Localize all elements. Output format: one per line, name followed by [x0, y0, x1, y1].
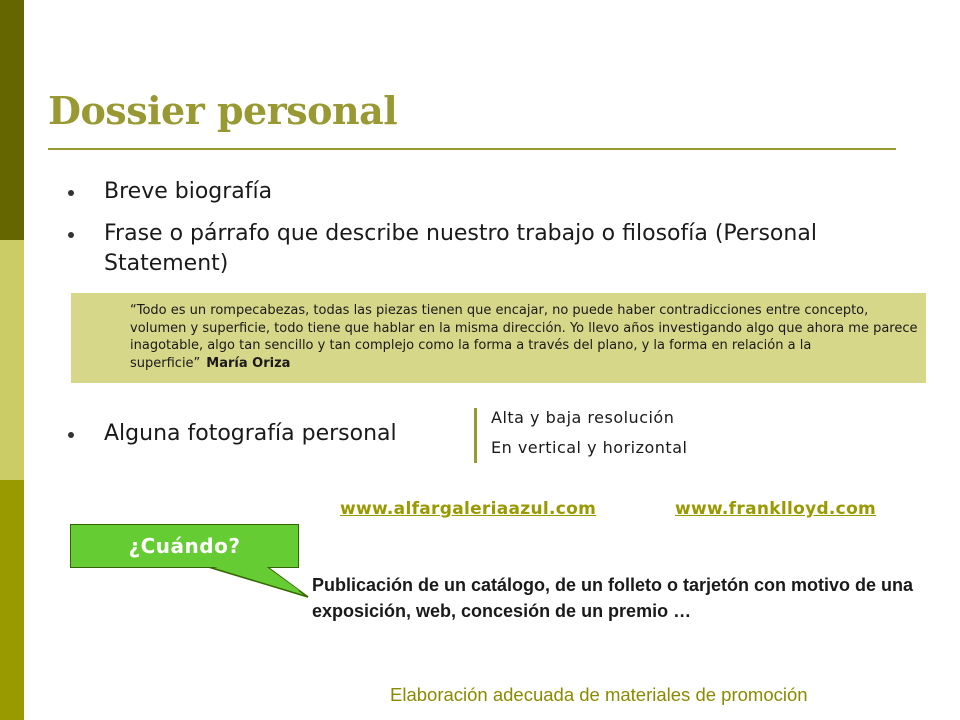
slide-title: Dossier personal	[48, 88, 398, 133]
bullet-text: Frase o párrafo que describe nuestro trabajo o filosofía (Personal Statement)	[104, 221, 817, 276]
quote-author: María Oriza	[206, 355, 291, 371]
footer-caption: Elaboración adecuada de materiales de promoción	[390, 684, 808, 705]
when-description: Publicación de un catálogo, de un folleto o tarjetón con motivo de una exposición, web, concesión de un premio …	[312, 575, 914, 621]
photo-note-resolution: Alta y baja resolución	[491, 408, 675, 427]
callout-box	[70, 524, 299, 568]
quote-text: “Todo es un rompecabezas, todas las piezas tienen que encajar, no puede haber contradicciones entre concepto, volumen y superficie, todo tiene que hablar en la misma dirección. Yo llevo años investigando algo que ahora me parece inagotable, algo tan sencillo y tan complejo como la forma a través del plano, y la forma en relación a la superficie”	[130, 303, 918, 371]
bullet-text: Breve biografía	[104, 179, 273, 204]
photo-note-orientation: En vertical y horizontal	[491, 438, 688, 457]
callout-label: ¿Cuándo?	[128, 534, 241, 558]
link-franklloyd[interactable]: www.franklloyd.com	[675, 499, 877, 519]
bullet-text: Alguna fotografía personal	[104, 421, 397, 446]
link-alfargaleriaazul[interactable]: www.alfargaleriaazul.com	[340, 499, 597, 519]
